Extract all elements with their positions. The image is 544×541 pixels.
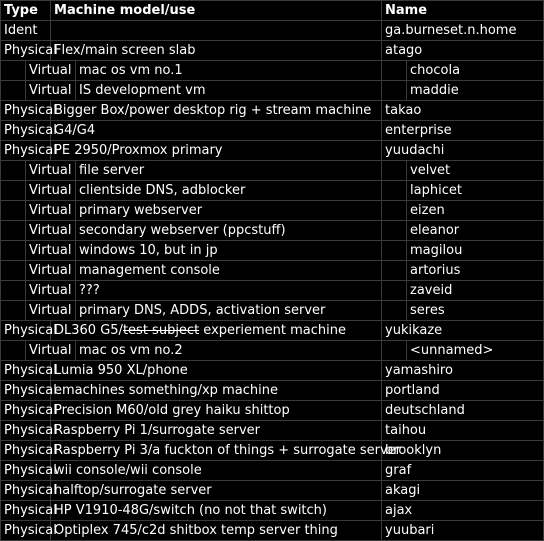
table-row: [1, 501, 544, 521]
name-cell: akagi: [382, 481, 544, 501]
indent-cell: [1, 281, 26, 301]
model-cell: Raspberry Pi 3/a fuckton of things + surrogate server: [51, 441, 382, 461]
type-cell: Physical: [1, 461, 51, 481]
model-cell: mac os vm no.1: [76, 61, 382, 81]
table-row: [1, 101, 544, 121]
type-cell: Virtual: [26, 221, 76, 241]
indent-cell: [1, 221, 26, 241]
type-cell: Virtual: [26, 281, 76, 301]
table-row: [1, 301, 544, 321]
type-cell: Virtual: [26, 81, 76, 101]
type-cell: Physical: [1, 361, 51, 381]
model-cell: Optiplex 745/c2d shitbox temp server thing: [51, 521, 382, 541]
model-text: experiement machine: [199, 323, 346, 338]
table-row: [1, 241, 544, 261]
name-cell: chocola: [407, 61, 544, 81]
model-cell: windows 10, but in jp: [76, 241, 382, 261]
name-cell: laphicet: [407, 181, 544, 201]
table-row: [1, 321, 544, 341]
model-cell: Lumia 950 XL/phone: [51, 361, 382, 381]
name-cell: atago: [382, 41, 544, 61]
model-cell: file server: [76, 161, 382, 181]
table-row: [1, 481, 544, 501]
indent-cell: [382, 281, 407, 301]
type-cell: Physical: [1, 141, 51, 161]
header-row: [1, 1, 544, 21]
indent-cell: [1, 341, 26, 361]
type-cell: Physical: [1, 101, 51, 121]
type-cell: Physical: [1, 521, 51, 541]
model-text: DL360 G5/: [54, 323, 123, 338]
indent-cell: [382, 301, 407, 321]
model-cell: management console: [76, 261, 382, 281]
indent-cell: [382, 261, 407, 281]
type-cell: Virtual: [26, 181, 76, 201]
table-row: [1, 521, 544, 541]
table-row: [1, 401, 544, 421]
type-cell: Physical: [1, 41, 51, 61]
type-cell: Physical: [1, 381, 51, 401]
indent-cell: [1, 241, 26, 261]
table-row: [1, 141, 544, 161]
model-cell: secondary webserver (ppcstuff): [76, 221, 382, 241]
model-cell: Bigger Box/power desktop rig + stream machine: [51, 101, 382, 121]
model-cell: ???: [76, 281, 382, 301]
model-cell: Flex/main screen slab: [51, 41, 382, 61]
type-cell: Virtual: [26, 301, 76, 321]
header-name: Name: [382, 1, 544, 21]
indent-cell: [1, 81, 26, 101]
model-cell: wii console/wii console: [51, 461, 382, 481]
model-cell: [51, 21, 382, 41]
model-cell: mac os vm no.2: [76, 341, 382, 361]
model-cell: Raspberry Pi 1/surrogate server: [51, 421, 382, 441]
table-row: [1, 381, 544, 401]
indent-cell: [382, 81, 407, 101]
name-cell: velvet: [407, 161, 544, 181]
table-row: [1, 121, 544, 141]
type-cell: Physical: [1, 421, 51, 441]
indent-cell: [382, 221, 407, 241]
model-cell: PE 2950/Proxmox primary: [51, 141, 382, 161]
name-cell: takao: [382, 101, 544, 121]
type-cell: Virtual: [26, 241, 76, 261]
name-cell: brooklyn: [382, 441, 544, 461]
model-cell: IS development vm: [76, 81, 382, 101]
indent-cell: [1, 301, 26, 321]
name-cell: zaveid: [407, 281, 544, 301]
table-row: [1, 61, 544, 81]
table-row: [1, 201, 544, 221]
type-cell: Physical: [1, 501, 51, 521]
name-cell: yamashiro: [382, 361, 544, 381]
table-row: [1, 441, 544, 461]
name-cell: yuubari: [382, 521, 544, 541]
indent-cell: [382, 341, 407, 361]
type-cell: Physical: [1, 401, 51, 421]
type-cell: Physical: [1, 441, 51, 461]
type-cell: Virtual: [26, 261, 76, 281]
type-cell: Physical: [1, 481, 51, 501]
name-cell: ajax: [382, 501, 544, 521]
model-cell: emachines something/xp machine: [51, 381, 382, 401]
name-cell: ga.burneset.n.home: [382, 21, 544, 41]
table-row: [1, 81, 544, 101]
indent-cell: [1, 261, 26, 281]
table-row: [1, 221, 544, 241]
model-cell: G4/G4: [51, 121, 382, 141]
table-row: [1, 261, 544, 281]
name-cell: artorius: [407, 261, 544, 281]
type-cell: Virtual: [26, 201, 76, 221]
model-cell: primary webserver: [76, 201, 382, 221]
table-row: [1, 421, 544, 441]
name-cell: eleanor: [407, 221, 544, 241]
type-cell: Virtual: [26, 341, 76, 361]
model-cell: primary DNS, ADDS, activation server: [76, 301, 382, 321]
indent-cell: [382, 181, 407, 201]
name-cell: maddie: [407, 81, 544, 101]
name-cell: taihou: [382, 421, 544, 441]
name-cell: seres: [407, 301, 544, 321]
table-row: [1, 361, 544, 381]
type-cell: Virtual: [26, 61, 76, 81]
header-type: Type: [1, 1, 51, 21]
model-cell: halftop/surrogate server: [51, 481, 382, 501]
model-cell: Precision M60/old grey haiku shittop: [51, 401, 382, 421]
type-cell: Ident: [1, 21, 51, 41]
table-row: [1, 21, 544, 41]
name-cell: portland: [382, 381, 544, 401]
indent-cell: [1, 161, 26, 181]
indent-cell: [1, 201, 26, 221]
table-row: [1, 161, 544, 181]
struck-text: test subject: [122, 323, 200, 338]
name-cell: magilou: [407, 241, 544, 261]
name-cell: enterprise: [382, 121, 544, 141]
table-row: [1, 41, 544, 61]
indent-cell: [382, 201, 407, 221]
name-cell: eizen: [407, 201, 544, 221]
table-row: [1, 461, 544, 481]
model-cell: HP V1910-48G/switch (no not that switch): [51, 501, 382, 521]
model-cell: [51, 321, 382, 341]
indent-cell: [1, 181, 26, 201]
indent-cell: [382, 241, 407, 261]
table-row: [1, 281, 544, 301]
type-cell: Physical: [1, 121, 51, 141]
model-cell: clientside DNS, adblocker: [76, 181, 382, 201]
name-cell: deutschland: [382, 401, 544, 421]
type-cell: Physical: [1, 321, 51, 341]
name-cell: graf: [382, 461, 544, 481]
name-cell: <unnamed>: [407, 341, 544, 361]
indent-cell: [382, 161, 407, 181]
type-cell: Virtual: [26, 161, 76, 181]
table-row: [1, 181, 544, 201]
name-cell: yuudachi: [382, 141, 544, 161]
header-model: Machine model/use: [51, 1, 382, 21]
table-row: [1, 341, 544, 361]
indent-cell: [382, 61, 407, 81]
name-cell: yukikaze: [382, 321, 544, 341]
indent-cell: [1, 61, 26, 81]
